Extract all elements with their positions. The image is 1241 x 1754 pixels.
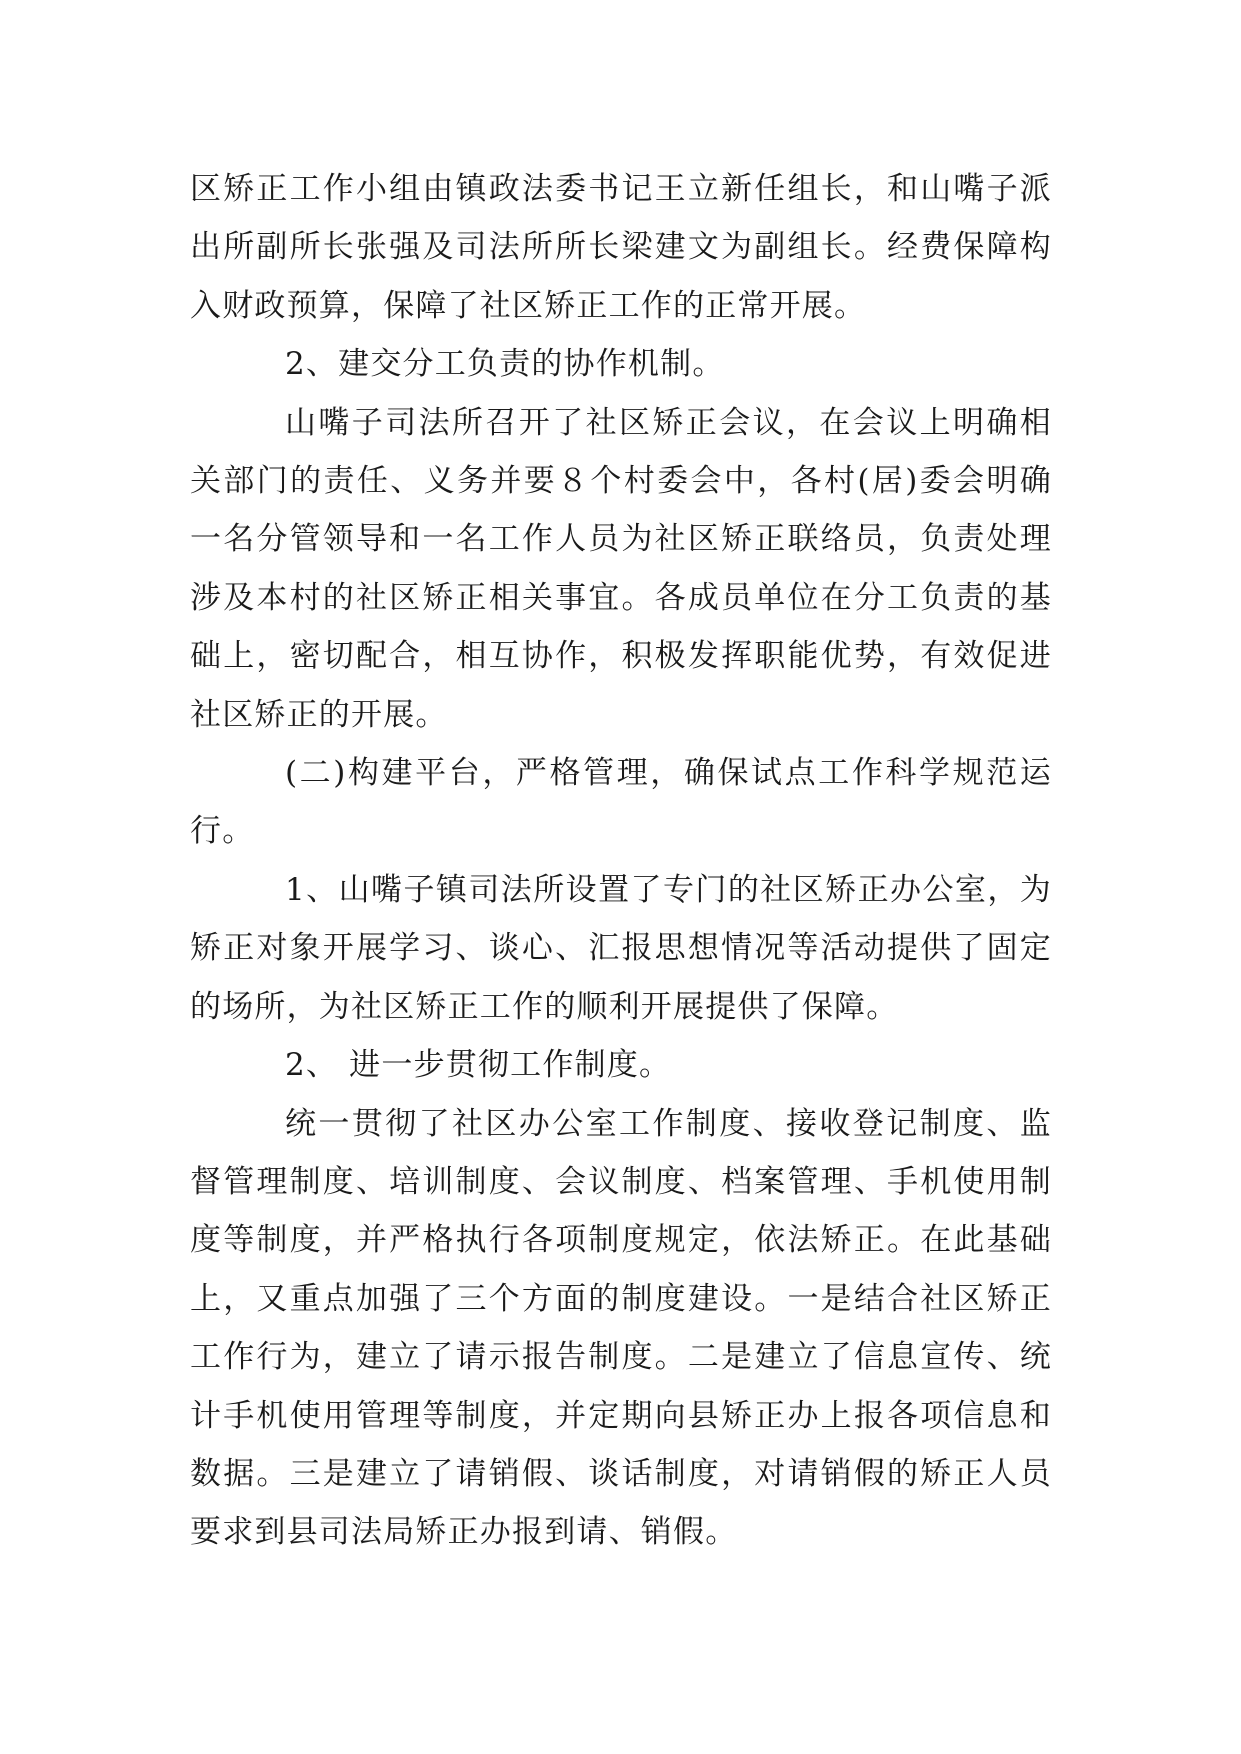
paragraph-heading-2: 2、建交分工负责的协作机制。 xyxy=(285,346,725,383)
paragraph-body: 1、山嘴子镇司法所设置了专门的社区矫正办公室，为矫正对象开展学习、谈心、汇报思想情况等活动提供了固定的场所，为社区矫正工作的顺利开展提供了保障。 xyxy=(190,871,1052,1025)
paragraph-continuation: 区矫正工作小组由镇政法委书记王立新任组长，和山嘴子派出所副所长张强及司法所所长梁建文为副组长。经费保障构入财政预算，保障了社区矫正工作的正常开展。 xyxy=(190,171,1052,324)
paragraph-body: 统一贯彻了社区办公室工作制度、接收登记制度、监督管理制度、培训制度、会议制度、档案管理、手机使用制度等制度，并严格执行各项制度规定，依法矫正。在此基础上，又重点加强了三个方面的制度建设。一是结合社区矫正工作行为，建立了请示报告制度。二是建立了信息宣传、统计手机使用管理等制度，并定期向县矫正办上报各项信息和数据。三是建立了请销假、谈话制度，对请销假的矫正人员要求到县司法局矫正办报到请、销假。 xyxy=(190,1105,1052,1551)
document-body xyxy=(190,160,1052,1562)
paragraph-section-heading: (二)构建平台，严格管理，确保试点工作科学规范运行。 xyxy=(190,755,1052,850)
paragraph-heading-2: 2、 进一步贯彻工作制度。 xyxy=(285,1047,672,1084)
paragraph-body: 山嘴子司法所召开了社区矫正会议，在会议上明确相关部门的责任、义务并要８个村委会中，各村(居)委会明确一名分管领导和一名工作人员为社区矫正联络员，负责处理涉及本村的社区矫正相关事宜。各成员单位在分工负责的基础上，密切配合，相互协作，积极发挥职能优势，有效促进社区矫正的开展。 xyxy=(190,404,1052,733)
